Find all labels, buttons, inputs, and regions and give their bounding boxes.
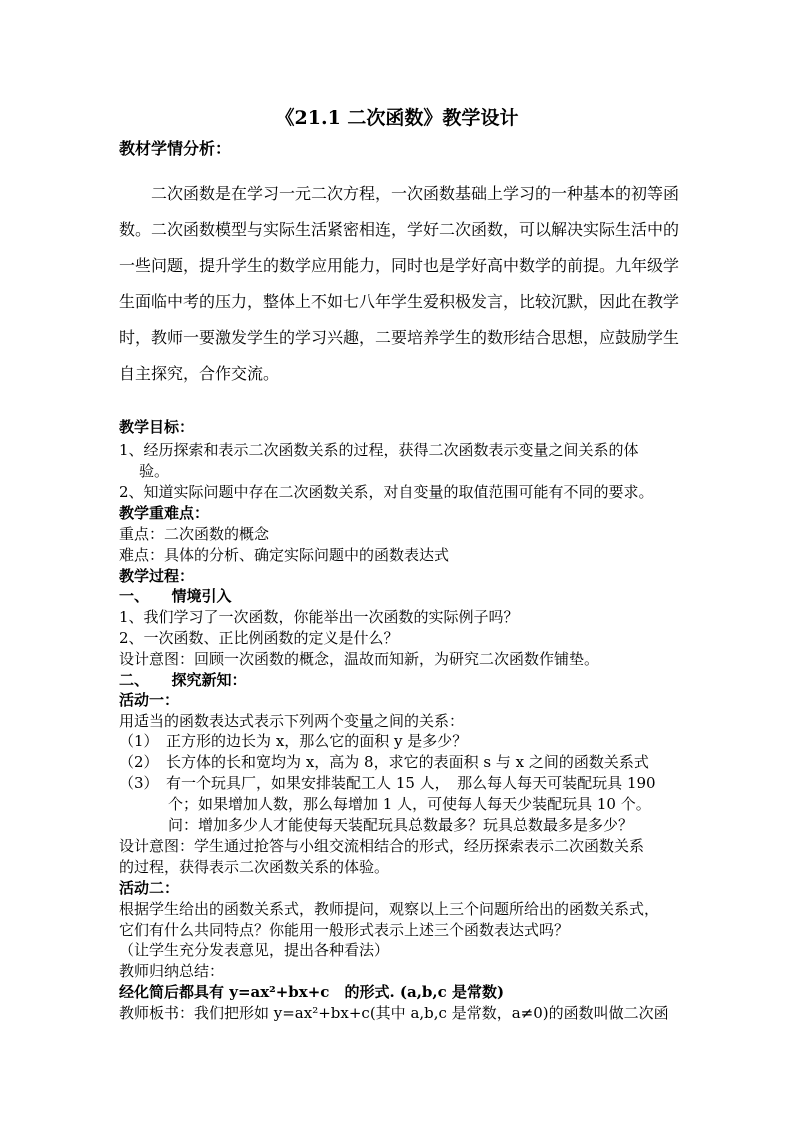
design-intent-2: 设计意图：学生通过抢答与小组交流相结合的形式，经历探索表示二次函数关系 xyxy=(119,837,645,855)
summary-statement: 经化简后都具有 y=ax²+bx+c 的形式. (a,b,c 是常数) xyxy=(119,983,505,1001)
activity-2-line-1: 根据学生给出的函数关系式，教师提问，观察以上三个问题所给出的函数关系式， xyxy=(119,900,660,918)
question-2: 2、一次函数、正比例函数的定义是什么？ xyxy=(119,629,399,647)
page-title: 《21.1 二次函数》教学设计 xyxy=(275,107,519,129)
section-1-heading: 一、 情境引入 xyxy=(119,587,232,605)
goals-heading: 教学目标： xyxy=(119,418,195,436)
activity-1-item-3-question: 问：增加多少人才能使每天装配玩具总数最多？玩具总数最多是多少？ xyxy=(168,816,634,834)
question-1: 1、我们学习了一次函数，你能举出一次函数的实际例子吗？ xyxy=(119,608,519,626)
analysis-line: 生面临中考的压力，整体上不如七八年学生爱积极发言，比较沉默，因此在教学 xyxy=(119,292,680,311)
analysis-line: 一些问题，提升学生的数学应用能力，同时也是学好高中数学的前提。九年级学 xyxy=(119,256,680,275)
design-intent-2-cont: 的过程，获得表示二次函数关系的体验。 xyxy=(119,858,390,876)
goal-1-cont: 验。 xyxy=(139,462,170,480)
analysis-line: 数。二次函数模型与实际生活紧密相连，学好二次函数，可以解决实际生活中的 xyxy=(119,220,680,239)
keypoint: 重点：二次函数的概念 xyxy=(119,525,270,543)
goal-2: 2、知道实际问题中存在二次函数关系，对自变量的取值范围可能有不同的要求。 xyxy=(119,483,654,501)
activity-1-item-1: （1） 正方形的边长为 x，那么它的面积 y 是多少？ xyxy=(119,732,468,750)
activity-1-heading: 活动一： xyxy=(119,691,180,709)
board-definition: 教师板书：我们把形如 y=ax²+bx+c(其中 a,b,c 是常数，a≠0)的函数叫做二次函 xyxy=(119,1004,669,1022)
analysis-line: 时，教师一要激发学生的学习兴趣，二要培养学生的数形结合思想，应鼓励学生 xyxy=(119,328,680,347)
keypoints-heading: 教学重难点： xyxy=(119,504,210,522)
goal-1: 1、经历探索和表示二次函数关系的过程，获得二次函数表示变量之间关系的体 xyxy=(119,441,639,459)
activity-2-line-2: 它们有什么共同特点？你能用一般形式表示上述三个函数表达式吗？ xyxy=(119,921,570,939)
section-2-heading: 二、 探究新知： xyxy=(119,671,247,689)
design-intent-1: 设计意图：回顾一次函数的概念，温故而知新，为研究二次函数作铺垫。 xyxy=(119,650,600,668)
activity-2-heading: 活动二： xyxy=(119,879,180,897)
analysis-line: 自主探究，合作交流。 xyxy=(119,364,280,383)
process-heading: 教学过程： xyxy=(119,567,195,585)
analysis-line: 二次函数是在学习一元二次方程，一次函数基础上学习的一种基本的初等函 xyxy=(151,184,680,203)
activity-1-item-3-cont: 个；如果增加人数，那么每增加 1 人，可使每人每天少装配玩具 10 个。 xyxy=(168,795,651,813)
activity-2-note: （让学生充分发表意见，提出各种看法） xyxy=(119,941,390,959)
activity-1-item-3: （3） 有一个玩具厂，如果安排装配工人 15 人， 那么每人每天可装配玩具 190 xyxy=(119,774,656,792)
activity-1-item-2: （2） 长方体的长和宽均为 x，高为 8，求它的表面积 s 与 x 之间的函数关系式 xyxy=(119,753,649,771)
analysis-heading: 教材学情分析： xyxy=(119,139,232,158)
difficulty: 难点：具体的分析、确定实际问题中的函数表达式 xyxy=(119,546,450,564)
analysis-paragraph xyxy=(119,176,680,392)
activity-1-intro: 用适当的函数表达式表示下列两个变量之间的关系： xyxy=(119,712,465,730)
summary-label: 教师归纳总结： xyxy=(119,962,225,980)
